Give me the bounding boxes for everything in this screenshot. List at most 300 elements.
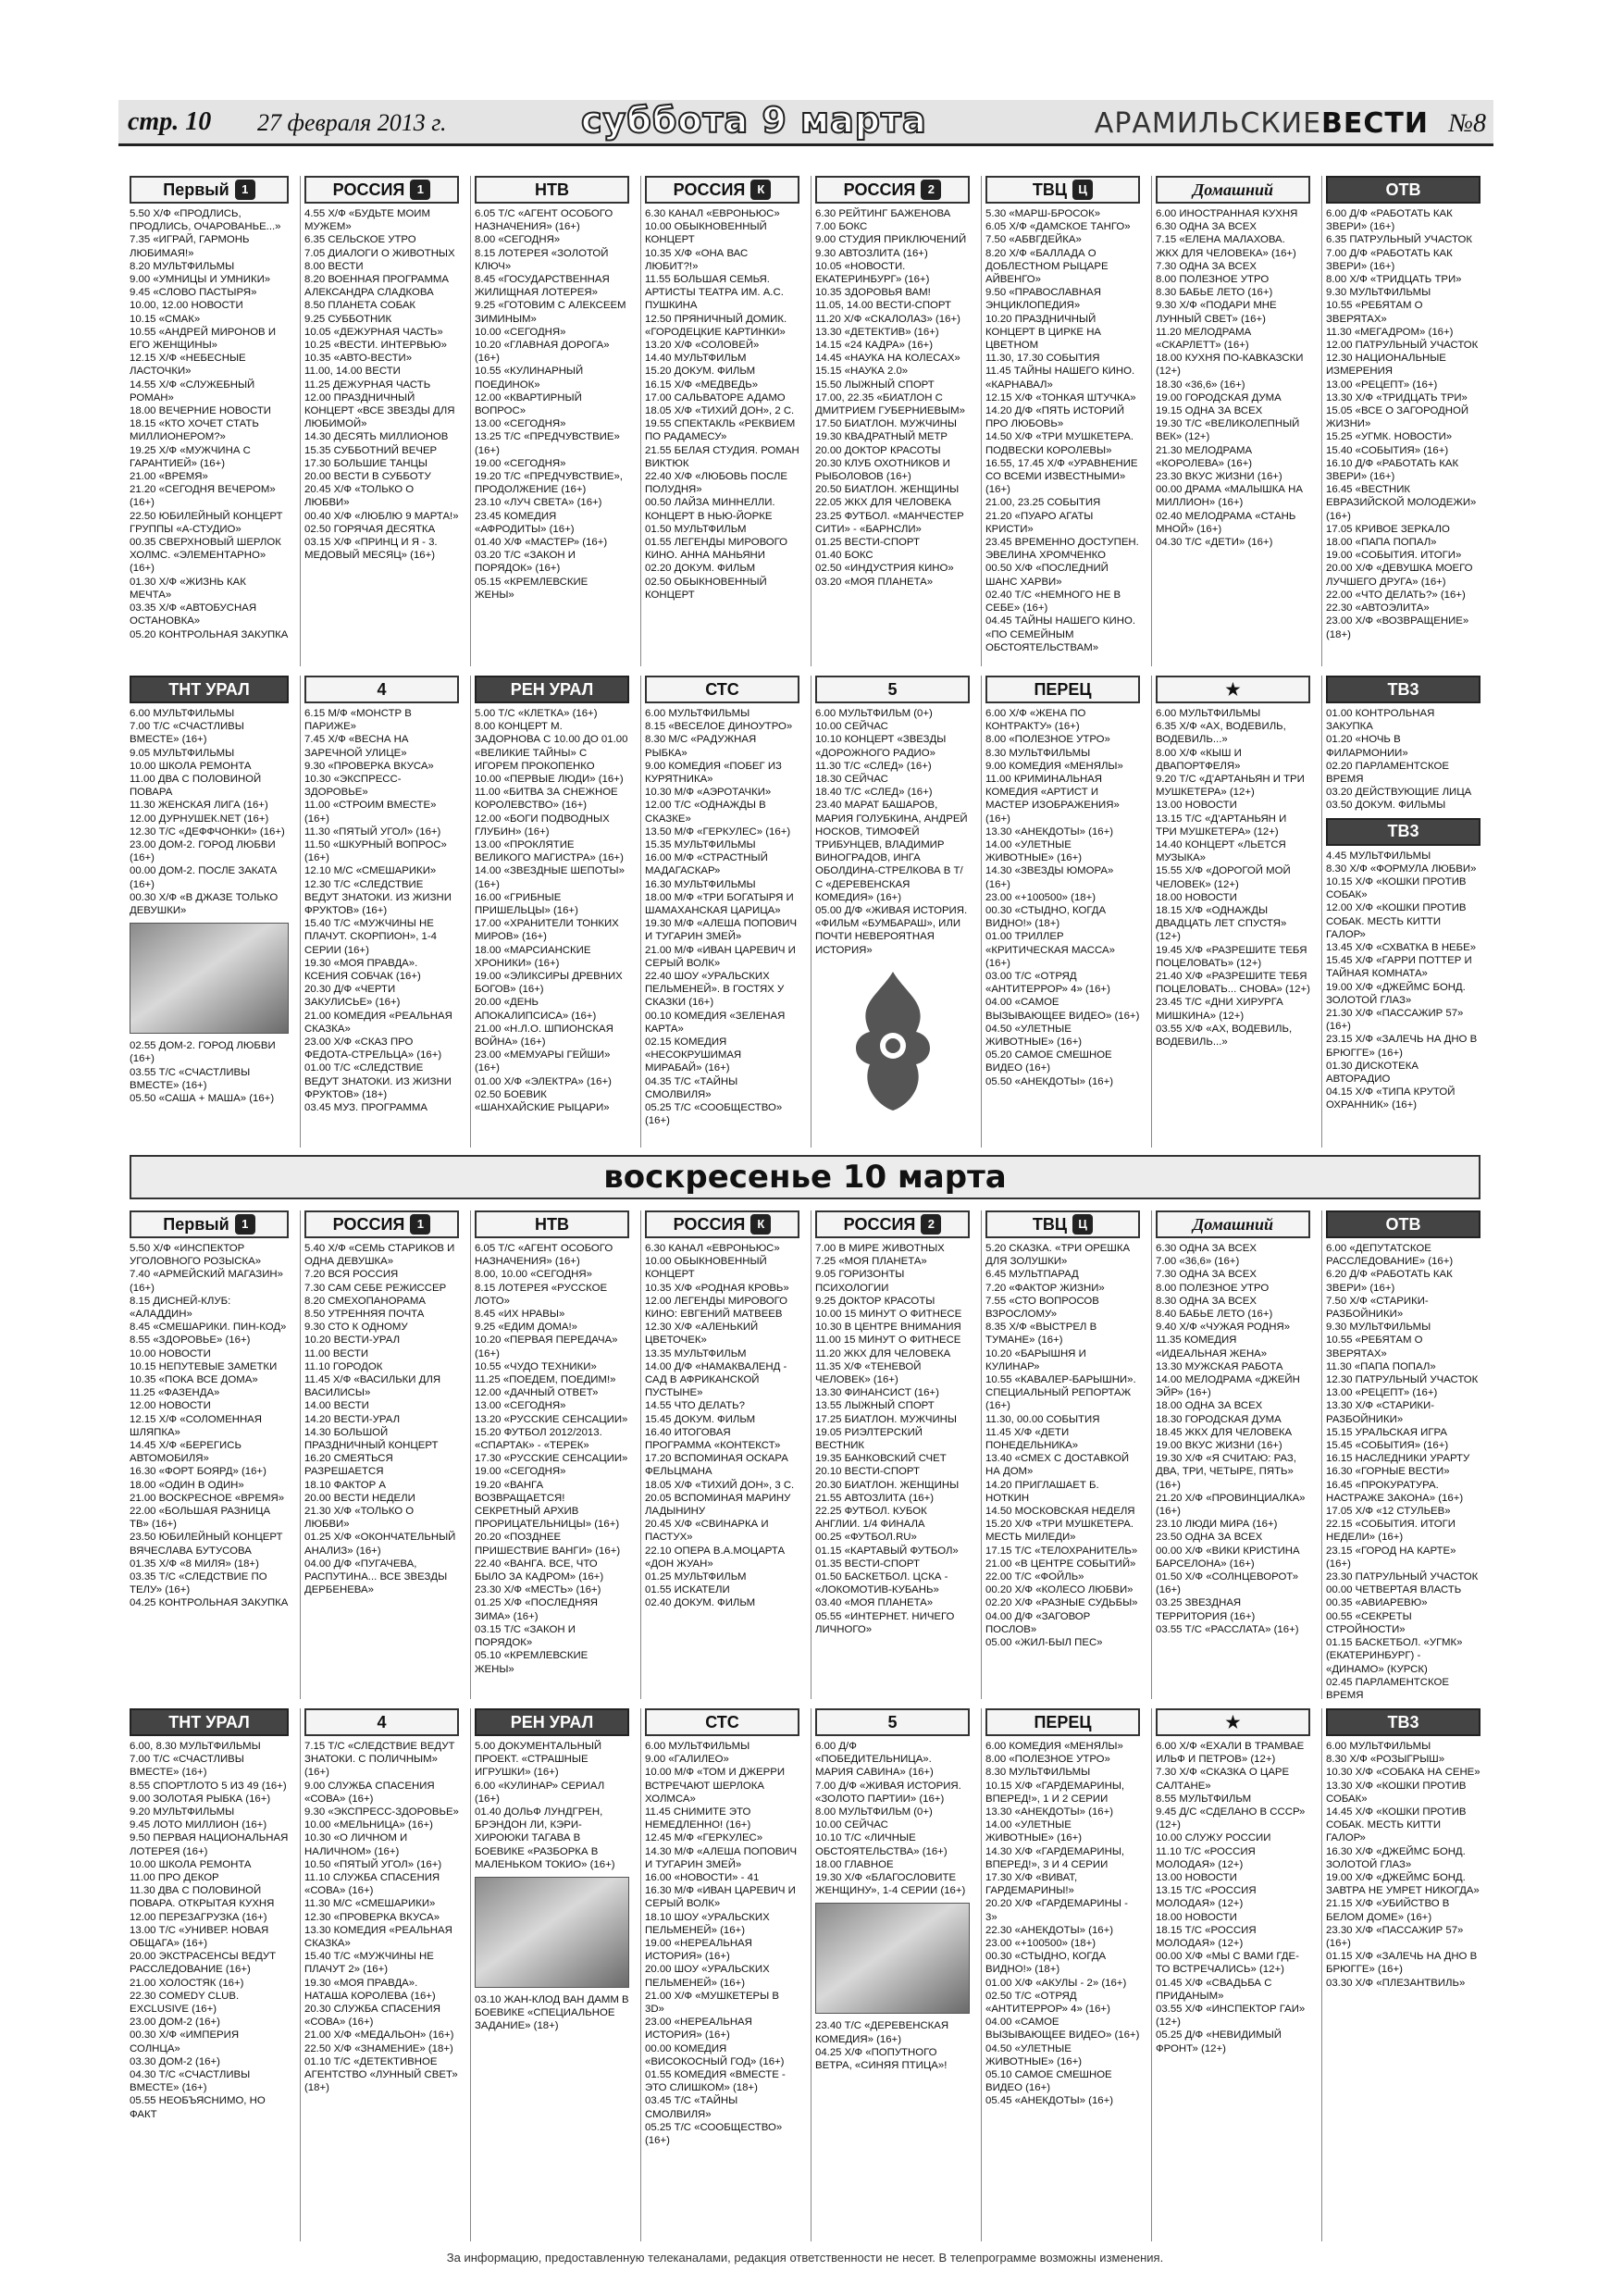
program-item: 04.00 «САМОЕ ВЫЗЫВАЮЩЕЕ ВИДЕО» (16+)	[985, 2017, 1140, 2042]
program-item: 03.45 МУЗ. ПРОГРАММА	[304, 1102, 427, 1114]
program-item: 19.35 БАНКОВСКИЙ СЧЕТ	[815, 1453, 947, 1465]
program-item: 6.30 ОДНА ЗА ВСЕХ	[1156, 221, 1257, 233]
program-item: 01.25 Х/Ф «ОКОНЧАТЕЛЬНЫЙ АНАЛИЗ» (16+)	[304, 1532, 456, 1557]
program-item: 18.00 ГЛАВНОЕ	[815, 1858, 894, 1870]
program-item: 18.00 «МАРСИАНСКИЕ ХРОНИКИ» (16+)	[475, 944, 591, 969]
program-item: 10.15 «СМАК»	[130, 313, 201, 325]
channel-name: СТС	[705, 679, 739, 699]
saturday-bottom-grid	[130, 676, 1481, 1148]
channel-column	[981, 1708, 1140, 2241]
program-item: 17.00, 22.35 «БИАТЛОН С ДМИТРИЕМ ГУБЕРНИЕВЫМ»	[815, 391, 965, 417]
program-item: 14.20 ВЕСТИ-УРАЛ	[304, 1413, 401, 1425]
program-item: 5.00 ДОКУМЕНТАЛЬНЫЙ ПРОЕКТ. «СТРАШНЫЕ ИГРУШКИ» (16+)	[475, 1741, 602, 1779]
program-item: 23.50 ОДНА ЗА ВСЕХ	[1156, 1532, 1263, 1544]
program-item: 6.00 МУЛЬТФИЛЬМЫ	[130, 708, 235, 719]
channel-column	[981, 676, 1140, 1148]
program-item: 19.00 Х/Ф «ДЖЕЙМС БОНД. ЗОЛОТОЙ ГЛАЗ»	[1326, 981, 1466, 1006]
program-item: 13.40 «СМЕХ С ДОСТАВКОЙ НА ДОМ»	[985, 1453, 1130, 1478]
program-item: 17.25 БИАТЛОН. МУЖЧИНЫ	[815, 1413, 957, 1425]
program-item: 9.45 «СЛОВО ПАСТЫРЯ»	[130, 287, 257, 299]
program-item: 17.00 «ХРАНИТЕЛИ ТОНКИХ МИРОВ» (16+)	[475, 918, 619, 943]
program-item: 9.00 КОМЕДИЯ «МЕНЯЛЫ»	[985, 760, 1123, 772]
program-item: 21.00 Х/Ф «МУШКЕТЕРЫ В 3D»	[645, 1990, 779, 2016]
program-item: 18.00 ВЕЧЕРНИЕ НОВОСТИ	[130, 405, 271, 417]
program-item: 01.00 ТРИЛЛЕР «КРИТИЧЕСКАЯ МАССА» (16+)	[985, 931, 1115, 969]
program-item: 7.35 «ИГРАЙ, ГАРМОНЬ ЛЮБИМАЯ!»	[130, 234, 250, 259]
program-item: 11.00 ПРО ДЕКОР	[130, 1872, 219, 1884]
program-item: 01.00 Х/Ф «АКУЛЫ - 2» (16+)	[985, 1977, 1127, 1989]
program-item: 19.20 Т/С «ПРЕДЧУВСТВИЕ», ПРОДОЛЖЕНИЕ (16+)	[475, 471, 623, 496]
program-item: 6.30 КАНАЛ «ЕВРОНЬЮС»	[645, 208, 780, 219]
program-item: 8.00 КОНЦЕРТ М. ЗАДОРНОВА С 10.00 ДО 01.00 «ВЕЛИКИЕ ТАЙНЫ» С ИГОРЕМ ПРОКОПЕНКО	[475, 721, 628, 772]
program-item: 21.00 ХОЛОСТЯК (16+)	[130, 1977, 244, 1989]
channel-column	[470, 1210, 629, 1699]
program-item: 7.30 Х/Ф «СКАЗКА О ЦАРЕ САЛТАНЕ»	[1156, 1767, 1290, 1792]
channel-column	[130, 676, 289, 1148]
program-item: 20.20 Х/Ф «ГАРДЕМАРИНЫ - 3»	[985, 1898, 1128, 1923]
program-item: 12.10 М/С «СМЕШАРИКИ»	[304, 865, 437, 877]
program-item: 8.30 Х/Ф «РОЗЫГРЫШ»	[1326, 1754, 1445, 1766]
program-item: 02.15 КОМЕДИЯ «НЕСОКРУШИМАЯ МИРАБАЙ» (16+)	[645, 1036, 742, 1074]
program-item: 12.15 Х/Ф «ТОНКАЯ ШТУЧКА»	[985, 391, 1136, 403]
program-item: 12.15 Х/Ф «НЕБЕСНЫЕ ЛАСТОЧКИ»	[130, 353, 246, 378]
program-item: 13.30 Х/Ф «СТАРИКИ-РАЗБОЙНИКИ»	[1326, 1400, 1435, 1425]
program-item: 21.00 КОМЕДИЯ «РЕАЛЬНАЯ СКАЗКА»	[304, 1010, 452, 1035]
program-item: 20.00 ДОКТОР КРАСОТЫ	[815, 444, 941, 456]
program-item: 00.00 КОМЕДИЯ «ВИСОКОСНЫЙ ГОД» (16+)	[645, 2042, 785, 2067]
program-item: 10.00 СЕЙЧАС	[815, 721, 888, 733]
program-item: 14.00 «УЛЕТНЫЕ ЖИВОТНЫЕ» (16+)	[985, 1819, 1083, 1844]
program-item: 5.50 Х/Ф «ИНСПЕКТОР УГОЛОВНОГО РОЗЫСКА»	[130, 1243, 262, 1268]
program-item: 01.15 Х/Ф «ЗАЛЕЧЬ НА ДНО В БРЮГГЕ» (16+)	[1326, 1951, 1478, 1976]
program-item: 6.35 Х/Ф «АХ, ВОДЕВИЛЬ, ВОДЕВИЛЬ...»	[1156, 721, 1286, 746]
program-item: 00.30 Х/Ф «В ДЖАЗЕ ТОЛЬКО ДЕВУШКИ»	[130, 891, 279, 917]
program-item: 01.10 Т/С «ДЕТЕКТИВНОЕ АГЕНТСТВО «ЛУННЫЙ СВЕТ» (18+)	[304, 2055, 458, 2094]
program-item: 02.20 ПАРЛАМЕНТСКОЕ ВРЕМЯ	[1326, 760, 1449, 786]
program-list	[1326, 850, 1481, 1112]
program-item: 19.15 ОДНА ЗА ВСЕХ	[1156, 405, 1263, 417]
program-item: 04.35 Т/С «ТАЙНЫ СМОЛВИЛЯ»	[645, 1075, 738, 1100]
program-item: 01.25 ВЕСТИ-СПОРТ	[815, 537, 920, 549]
program-item: 8.30 ОДНА ЗА ВСЕХ	[1156, 1295, 1257, 1307]
program-item: 8.00 Х/Ф «ТРИДЦАТЬ ТРИ»	[1326, 274, 1462, 286]
program-item: 16.30 М/Ф «ИВАН ЦАРЕВИЧ И СЕРЫЙ ВОЛК»	[645, 1885, 796, 1910]
program-item: 6.30 ОДНА ЗА ВСЕХ	[1156, 1243, 1257, 1254]
program-item: 9.25 «ГОТОВИМ С АЛЕКСЕЕМ ЗИМИНЫМ»	[475, 300, 626, 325]
program-item: 22.40 «ВАНГА. ВСЕ, ЧТО БЫЛО ЗА КАДРОМ» (16+)	[475, 1558, 604, 1583]
program-item: 13.20 «РУССКИЕ СЕНСАЦИИ»	[475, 1413, 628, 1425]
program-item: 03.15 Т/С «ЗАКОН И ПОРЯДОК»	[475, 1623, 576, 1649]
program-item: 05.00 Д/Ф «ЖИВАЯ ИСТОРИЯ. «ФИЛЬМ «БУМБАРАШ», ИЛИ ПОЧТИ НЕВЕРОЯТНАЯ ИСТОРИЯ»	[815, 905, 968, 956]
program-item: 13.00 «СЕГОДНЯ»	[475, 418, 566, 430]
channel-logo	[815, 1708, 970, 1736]
program-item: 11.20 Х/Ф «СКАЛОЛАЗ» (16+)	[815, 313, 960, 325]
program-item: 11.25 «ПОЕДЕМ, ПОЕДИМ!»	[475, 1374, 616, 1386]
channel-logo	[475, 1708, 629, 1736]
program-list	[475, 707, 629, 1114]
program-item: 03.30 Х/Ф «ПЛЕЗАНТВИЛЬ»	[1326, 1977, 1466, 1989]
program-item: 23.10 ЛЮДИ МИРА (16+)	[1156, 1519, 1278, 1531]
program-item: 9.30 «ПРОВЕРКА ВКУСА»	[304, 760, 434, 772]
program-item: 14.55 ЧТО ДЕЛАТЬ?	[645, 1400, 745, 1412]
program-item: 20.30 БИАТЛОН. ЖЕНЩИНЫ	[815, 1479, 960, 1491]
channel-logo	[130, 676, 289, 703]
program-item: 01.40 Х/Ф «МАСТЕР» (16+)	[475, 537, 608, 549]
program-item: 6.30 КАНАЛ «ЕВРОНЬЮС»	[645, 1243, 780, 1254]
program-item: 23.00 «+100500» (18+)	[985, 891, 1096, 903]
program-item: 19.00 «НЕРЕАЛЬНАЯ ИСТОРИЯ» (16+)	[645, 1938, 752, 1963]
program-item: 8.00 МУЛЬТФИЛЬМ (0+)	[815, 1806, 933, 1818]
program-item: 10.50 «ПЯТЫЙ УГОЛ» (16+)	[304, 1858, 442, 1870]
program-item: 7.00 БОКС	[815, 221, 868, 233]
program-item: 8.00 «ПОЛЕЗНОЕ УТРО»	[985, 734, 1110, 746]
channel-column	[1151, 1210, 1310, 1699]
program-item: 13.00 Т/С «УНИВЕР. НОВАЯ ОБЩАГА» (16+)	[130, 1924, 269, 1950]
day-title-sunday: воскресенье 10 марта	[130, 1155, 1481, 1199]
program-item: 12.45 М/Ф «ГЕРКУЛЕС»	[645, 1832, 763, 1844]
channel-column	[1321, 1708, 1481, 2241]
program-item: 9.25 СУББОТНИК	[304, 313, 392, 325]
channel-column	[811, 1210, 970, 1699]
program-item: 9.50 «ПРАВОСЛАВНАЯ ЭНЦИКЛОПЕДИЯ»	[985, 287, 1101, 312]
program-item: 18.00 НОВОСТИ	[1156, 1911, 1237, 1923]
program-item: 12.00 НОВОСТИ	[130, 1400, 211, 1412]
channel-logo	[815, 676, 970, 703]
program-item: 6.00 Д/Ф «ПОБЕДИТЕЛЬНИЦА». МАРИЯ САВИНА» (16+)	[815, 1741, 934, 1779]
program-item: 16.30 МУЛЬТФИЛЬМЫ	[645, 878, 756, 890]
program-item: 10.00 НОВОСТИ	[130, 1347, 211, 1359]
program-item: 11.45 Х/Ф «ДЕТИ ПОНЕДЕЛЬНИКА»	[985, 1426, 1079, 1452]
program-item: 10.30 «О ЛИЧНОМ И НАЛИЧНОМ» (16+)	[304, 1832, 408, 1857]
program-list	[1326, 1242, 1481, 1699]
program-list	[304, 707, 459, 1114]
program-item: 11.30 «ПАПА ПОПАЛ»	[1326, 1360, 1436, 1372]
saturday-top-grid	[130, 176, 1481, 666]
program-item: 8.00 ПОЛЕЗНОЕ УТРО	[1156, 1282, 1270, 1294]
channel-logo	[1156, 1210, 1310, 1238]
program-list	[645, 1242, 799, 1610]
program-item: 23.10 «ЛУЧ СВЕТА» (16+)	[475, 497, 602, 509]
program-item: 05.10 «КРЕМЛЕВСКИЕ ЖЕНЫ»	[475, 1650, 588, 1675]
channel-logo	[130, 176, 289, 204]
channel-name: РОССИЯ	[673, 180, 746, 199]
program-item: 8.20 ВОЕННАЯ ПРОГРАММА АЛЕКСАНДРА СЛАДКОВА	[304, 274, 450, 299]
promo-photo	[815, 1903, 970, 2014]
program-item: 00.25 «ФУТБОЛ.RU»	[815, 1532, 917, 1544]
program-item: 13.35 МУЛЬТФИЛЬМ	[645, 1347, 747, 1359]
program-item: 02.45 ПАРЛАМЕНТСКОЕ ВРЕМЯ	[1326, 1676, 1449, 1699]
program-item: 01.25 МУЛЬТФИЛЬМ	[645, 1571, 747, 1583]
program-item: 23.45 КОМЕДИЯ «АФРОДИТЫ» (16+)	[475, 510, 575, 535]
channel-logo	[1326, 1708, 1481, 1736]
program-item: 00.30 «СТЫДНО, КОГДА ВИДНО!» (18+)	[985, 1951, 1107, 1976]
program-item: 12.15 Х/Ф «СОЛОМЕННАЯ ШЛЯПКА»	[130, 1413, 262, 1438]
program-item: 21.00 «ВРЕМЯ»	[130, 471, 208, 483]
program-item: 01.25 Х/Ф «ПОСЛЕДНЯЯ ЗИМА» (16+)	[475, 1597, 598, 1622]
channel-logo	[475, 676, 629, 703]
program-item: 10.55 «ЧУДО ТЕХНИКИ»	[475, 1360, 597, 1372]
channel-name: Первый	[163, 180, 229, 199]
program-item: 21.55 АВТОЗЛИТА (16+)	[815, 1492, 935, 1504]
program-list	[130, 207, 289, 641]
program-item: 16.30 «ГОРНЫЕ ВЕСТИ»	[1326, 1466, 1450, 1478]
channel-column	[130, 176, 289, 666]
program-item: 05.50 «АНЕКДОТЫ» (16+)	[985, 1075, 1114, 1087]
program-item: 11.00 15 МИНУТ О ФИТНЕСЕ	[815, 1334, 961, 1347]
program-item: 6.00 МУЛЬТФИЛЬМ (0+)	[815, 708, 933, 719]
channel-column	[130, 1210, 289, 1699]
channel-column	[300, 176, 459, 666]
program-item: 8.55 «ЗДОРОВЬЕ» (16+)	[130, 1334, 251, 1347]
program-item: 7.45 Х/Ф «ВЕСНА НА ЗАРЕЧНОЙ УЛИЦЕ»	[304, 734, 409, 759]
program-item: 6.45 МУЛЬТПАРАД	[985, 1269, 1079, 1281]
program-item: 6.00 МУЛЬТФИЛЬМЫ	[645, 1741, 750, 1752]
program-list	[130, 1039, 289, 1105]
channel-column	[1321, 1210, 1481, 1699]
program-item: 01.55 ИСКАТЕЛИ	[645, 1584, 730, 1596]
program-item: 11.30 ЖЕНСКАЯ ЛИГА (16+)	[130, 800, 268, 812]
program-item: 9.20 Т/С «Д'АРТАНЬЯН И ТРИ МУШКЕТЕРА» (12+)	[1156, 774, 1305, 799]
program-item: 04.00 Д/Ф «ЗАГОВОР ПОСЛОВ»	[985, 1610, 1091, 1635]
program-item: 15.05 «ВСЕ О ЗАГОРОДНОЙ ЖИЗНИ»	[1326, 405, 1469, 430]
program-item: 05.55 «ИНТЕРНЕТ. НИЧЕГО ЛИЧНОГО»	[815, 1610, 955, 1635]
program-item: 11.00 ВЕСТИ	[304, 1347, 369, 1359]
program-item: 10.00 15 МИНУТ О ФИТНЕСЕ	[815, 1309, 962, 1321]
channel-name: РОССИЯ	[843, 1214, 916, 1234]
program-item: 8.15 «ВЕСЕЛОЕ ДИНОУТРО»	[645, 721, 793, 733]
program-item: 15.40 Т/С «МУЖЧИНЫ НЕ ПЛАЧУТ 2» (16+)	[304, 1951, 434, 1976]
newspaper-name-light: АРАМИЛЬСКИЕ	[1094, 107, 1322, 140]
program-item: 7.00 Т/С «СЧАСТЛИВЫ ВМЕСТЕ» (16+)	[130, 721, 244, 746]
program-list	[1326, 207, 1481, 641]
program-item: 23.25 ФУТБОЛ. «МАНЧЕСТЕР СИТИ» - «БАРНСЛИ»	[815, 510, 964, 535]
channel-name: НТВ	[535, 180, 569, 199]
program-item: 03.55 Х/Ф «АХ, ВОДЕВИЛЬ, ВОДЕВИЛЬ...»	[1156, 1023, 1293, 1049]
program-item: 16.30 Х/Ф «ДЖЕЙМС БОНД. ЗОЛОТОЙ ГЛАЗ»	[1326, 1845, 1466, 1870]
program-item: 22.25 ФУТБОЛ. КУБОК АНГЛИИ. 1/4 ФИНАЛА	[815, 1506, 927, 1531]
program-item: 18.00 «ОДИН В ОДИН»	[130, 1479, 244, 1491]
channel-mark: Ц	[1072, 180, 1093, 200]
program-item: 19.20 «ВАНГА ВОЗВРАЩАЕТСЯ! СЕКРЕТНЫЙ АРХИВ ПРОРИЦАТЕЛЬНИЦЫ» (16+)	[475, 1479, 620, 1531]
program-item: 13.00 «ПРОКЛЯТИЕ ВЕЛИКОГО МАГИСТРА» (16+)	[475, 839, 624, 864]
program-item: 10.35 «АВТО-ВЕСТИ»	[304, 353, 413, 365]
program-item: 6.00 Х/Ф «ЖЕНА ПО КОНТРАКТУ» (16+)	[985, 708, 1086, 733]
program-item: 9.30 МУЛЬТФИЛЬМЫ	[1326, 287, 1431, 299]
channel-logo	[1326, 1210, 1481, 1238]
program-item: 23.00 «НЕРЕАЛЬНАЯ ИСТОРИЯ» (16+)	[645, 2017, 752, 2042]
program-item: 01.55 КОМЕДИЯ «ВМЕСТЕ - ЭТО СЛИШКОМ» (18+)	[645, 2069, 786, 2094]
program-item: 10.00 ОБЫКНОВЕННЫЙ КОНЦЕРТ	[645, 1256, 767, 1281]
program-item: 8.20 СМЕХОПАНОРАМА	[304, 1295, 426, 1307]
program-item: 05.25 Д/Ф «НЕВИДИМЫЙ ФРОНТ» (12+)	[1156, 2029, 1282, 2054]
channel-logo	[815, 1210, 970, 1238]
program-item: 6.00 Д/Ф «РАБОТАТЬ КАК ЗВЕРИ» (16+)	[1326, 208, 1453, 233]
program-list	[1156, 707, 1310, 1049]
program-item: 11.45 Х/Ф «ВАСИЛЬКИ ДЛЯ ВАСИЛИСЫ»	[304, 1374, 441, 1399]
program-item: 16.10 Д/Ф «РАБОТАТЬ КАК ЗВЕРИ» (16+)	[1326, 457, 1459, 483]
program-item: 18.40 Т/С «СЛЕД» (16+)	[815, 787, 933, 799]
channel-name: ПЕРЕЦ	[1034, 679, 1092, 699]
program-item: 10.15 Х/Ф «КОШКИ ПРОТИВ СОБАК»	[1326, 876, 1467, 901]
program-item: 04.50 «УЛЕТНЫЕ ЖИВОТНЫЕ» (16+)	[985, 2042, 1083, 2067]
program-item: 8.40 БАБЬЕ ЛЕТО (16+)	[1156, 1309, 1273, 1321]
program-item: 11.30 «МЕГАДРОМ» (16+)	[1326, 326, 1454, 338]
program-item: 19.05 РИЭЛТЕРСКИЙ ВЕСТНИК	[815, 1426, 923, 1452]
program-item: 9.00 «ГАЛИЛЕО»	[645, 1754, 729, 1766]
program-item: 03.50 ДОКУМ. ФИЛЬМЫ	[1326, 800, 1446, 812]
program-item: 13.45 Х/Ф «СХВАТКА В НЕБЕ»	[1326, 942, 1477, 954]
channel-name: ТВЦ	[1032, 1214, 1068, 1234]
program-list	[475, 1242, 629, 1676]
program-item: 8.50 ПЛАНЕТА СОБАК	[304, 300, 416, 312]
program-item: 01.50 Х/Ф «СОЛНЦЕВОРОТ» (16+)	[1156, 1571, 1299, 1596]
program-item: 18.10 ФАКТОР А	[304, 1479, 386, 1491]
program-item: 10.20 «БАРЫШНЯ И КУЛИНАР»	[985, 1347, 1086, 1372]
program-item: 04.15 Х/Ф «ТИПА КРУТОЙ ОХРАННИК» (16+)	[1326, 1086, 1456, 1111]
program-item: 8.00, 10.00 «СЕГОДНЯ»	[475, 1269, 592, 1281]
program-item: 15.45 ДОКУМ. ФИЛЬМ	[645, 1413, 756, 1425]
program-item: 15.35 СУББОТНИЙ ВЕЧЕР	[304, 444, 438, 456]
channel-name: ТНТ УРАЛ	[168, 1712, 250, 1731]
issue-date: 27 февраля 2013 г.	[257, 109, 447, 136]
program-item: 17.20 ВСПОМИНАЯ ОСКАРА ФЕЛЬЦМАНА	[645, 1453, 788, 1478]
program-list	[1156, 207, 1310, 549]
program-item: 18.00 НОВОСТИ	[1156, 891, 1237, 903]
program-item: 14.30 «ЗВЕЗДЫ ЮМОРА» (16+)	[985, 865, 1114, 890]
program-item: 10.35 Х/Ф «ОНА ВАС ЛЮБИТ?!»	[645, 247, 749, 272]
program-item: 18.30 ГОРОДСКАЯ ДУМА	[1156, 1413, 1282, 1425]
program-item: 23.00 «МЕМУАРЫ ГЕЙШИ» (16+)	[475, 1049, 611, 1074]
program-item: 22.00 Т/С «ФОЙЛЬ»	[985, 1571, 1084, 1583]
program-list	[475, 1993, 629, 2033]
program-item: 22.50 Х/Ф «ЗНАМЕНИЕ» (18+)	[304, 2042, 453, 2054]
page-header	[118, 100, 1493, 146]
program-item: 01.15 БАСКЕТБОЛ. «УГМК» (ЕКАТЕРИНБУРГ) - «ДИНАМО» (КУРСК)	[1326, 1637, 1463, 1675]
program-item: 17.30 БОЛЬШИЕ ТАНЦЫ	[304, 457, 427, 469]
program-item: 23.40 МАРАТ БАШАРОВ, МАРИЯ ГОЛУБКИНА, АНДРЕЙ НОСКОВ, ТИМОФЕЙ ТРИБУНЦЕВ, ВЛАДИМИР ВИНОГРАДОВ, ИНГА ОБОЛДИНА-СТРЕЛКОВА В Т/С «ДЕРЕВЕНСКАЯ КОМЕДИЯ» (16+)	[815, 800, 968, 903]
program-item: 14.15 «24 КАДРА» (16+)	[815, 340, 934, 352]
day-title-saturday: суббота 9 марта	[581, 100, 927, 141]
program-item: 11.50 «ШКУРНЫЙ ВОПРОС» (16+)	[304, 839, 447, 864]
program-item: 20.10 ВЕСТИ-СПОРТ	[815, 1466, 920, 1478]
program-list	[304, 1242, 459, 1596]
program-item: 04.30 Т/С «ДЕТИ» (16+)	[1156, 537, 1273, 549]
program-item: 01.40 ДОЛЬФ ЛУНДГРЕН, БРЭНДОН ЛИ, КЭРИ-ХИРОЮКИ ТАГАВА В БОЕВИКЕ «РАЗБОРКА В МАЛЕНЬКОМ ТОКИО» (16+)	[475, 1806, 615, 1870]
program-item: 11.30 М/С «СМЕШАРИКИ»	[304, 1898, 436, 1910]
program-item: 21.00 «Н.Л.О. ШПИОНСКАЯ ВОЙНА» (16+)	[475, 1023, 613, 1049]
program-item: 21.00 ВОСКРЕСНОЕ «ВРЕМЯ»	[130, 1492, 285, 1504]
program-item: 9.00 «УМНИЦЫ И УМНИКИ»	[130, 274, 271, 286]
program-item: 5.20 СКАЗКА. «ТРИ ОРЕШКА ДЛЯ ЗОЛУШКИ»	[985, 1243, 1131, 1268]
program-item: 14.00 «УЛЕТНЫЕ ЖИВОТНЫЕ» (16+)	[985, 839, 1083, 864]
channel-column	[1151, 676, 1310, 1148]
channel-mark: 2	[921, 1214, 941, 1235]
program-item: 11.10 ГОРОДОК	[304, 1360, 383, 1372]
channel-column	[1321, 676, 1481, 1148]
program-item: 11.05, 14.00 ВЕСТИ-СПОРТ	[815, 300, 951, 312]
program-item: 03.25 ЗВЕЗДНАЯ ТЕРРИТОРИЯ (16+)	[1156, 1597, 1256, 1622]
program-item: 15.15 «НАУКА 2.0»	[815, 366, 909, 378]
program-item: 18.15 Т/С «РОССИЯ МОЛОДАЯ» (12+)	[1156, 1924, 1257, 1950]
program-item: 13.30 Х/Ф «КОШКИ ПРОТИВ СОБАК»	[1326, 1780, 1467, 1805]
program-item: 21.20 «СЕГОДНЯ ВЕЧЕРОМ» (16+)	[130, 484, 276, 509]
program-item: 13.00 «РЕЦЕПТ» (16+)	[1326, 379, 1438, 391]
issue-number: №8	[1448, 109, 1486, 138]
program-item: 7.00 Д/Ф «ЖИВАЯ ИСТОРИЯ. «ЗОЛОТО ПАРТИИ» (16+)	[815, 1780, 961, 1805]
program-item: 8.45 «СМЕШАРИКИ. ПИН-КОД»	[130, 1322, 287, 1334]
program-item: 02.40 Т/С «НЕМНОГО НЕ В СЕБЕ» (16+)	[985, 589, 1121, 614]
program-item: 8.15 ДИСНЕЙ-КЛУБ: «АЛАДДИН»	[130, 1295, 231, 1321]
channel-logo	[1326, 676, 1481, 703]
program-item: 8.50 УТРЕННЯЯ ПОЧТА	[304, 1309, 425, 1321]
program-item: 17.00 САЛЬВАТОРЕ АДАМО	[645, 391, 786, 403]
program-item: 21.55 БЕЛАЯ СТУДИЯ. РОМАН ВИКТЮК	[645, 444, 799, 469]
channel-mark: Ц	[1072, 1214, 1093, 1235]
channel-logo	[985, 1708, 1140, 1736]
channel-logo	[815, 176, 970, 204]
program-item: 00.35 «АВИАРЕВЮ»	[1326, 1597, 1428, 1609]
program-item: 11.35 Х/Ф «ТЕНЕВОЙ ЧЕЛОВЕК» (16+)	[815, 1360, 922, 1386]
channel-logo	[645, 1708, 799, 1736]
channel-logo	[475, 1210, 629, 1238]
channel-name: ПЕРЕЦ	[1034, 1712, 1092, 1731]
channel-name: ТВ3	[1387, 822, 1419, 841]
channel-mark: 1	[235, 180, 255, 200]
program-item: 16.15 НАСЛЕДНИКИ УРАРТУ	[1326, 1453, 1470, 1465]
program-item: 04.00 «САМОЕ ВЫЗЫВАЮЩЕЕ ВИДЕО» (16+)	[985, 997, 1140, 1022]
program-item: 18.05 Х/Ф «ТИХИЙ ДОН», 2 С.	[645, 405, 795, 417]
program-item: 23.15 Х/Ф «ЗАЛЕЧЬ НА ДНО В БРЮГГЕ» (16+)	[1326, 1034, 1478, 1059]
program-list	[475, 207, 629, 602]
channel-logo	[1156, 1708, 1310, 1736]
program-item: 8.55 МУЛЬТФИЛЬМ	[1156, 1793, 1252, 1805]
program-item: 04.50 «УЛЕТНЫЕ ЖИВОТНЫЕ» (16+)	[985, 1023, 1083, 1049]
program-item: 18.15 «КТО ХОЧЕТ СТАТЬ МИЛЛИОНЕРОМ?»	[130, 418, 259, 443]
program-list	[985, 1740, 1140, 2108]
program-item: 15.20 ДОКУМ. ФИЛЬМ	[645, 366, 756, 378]
program-item: 6.00 Х/Ф «ЕХАЛИ В ТРАМВАЕ ИЛЬФ И ПЕТРОВ» (12+)	[1156, 1741, 1305, 1766]
program-item: 13.55 ЛЫЖНЫЙ СПОРТ	[815, 1400, 935, 1412]
program-item: 12.30 НАЦИОНАЛЬНЫЕ ИЗМЕРЕНИЯ	[1326, 353, 1446, 378]
program-item: 14.45 Х/Ф «КОШКИ ПРОТИВ СОБАК. МЕСТЬ КИТТИ ГАЛОР»	[1326, 1806, 1467, 1844]
program-item: 10.10 КОНЦЕРТ «ЗВЕЗДЫ «ДОРОЖНОГО РАДИО»	[815, 734, 947, 759]
program-item: 15.45 Х/Ф «ГАРРИ ПОТТЕР И ТАЙНАЯ КОМНАТА»	[1326, 955, 1472, 980]
program-item: 7.00 Д/Ф «РАБОТАТЬ КАК ЗВЕРИ» (16+)	[1326, 247, 1453, 272]
program-item: 23.00 Х/Ф «СКАЗ ПРО ФЕДОТА-СТРЕЛЬЦА» (16+)	[304, 1036, 442, 1061]
program-item: 6.05 Х/Ф «ДАМСКОЕ ТАНГО»	[985, 221, 1131, 233]
program-item: 22.00 «БОЛЬШАЯ РАЗНИЦА ТВ» (16+)	[130, 1506, 271, 1531]
program-list	[985, 707, 1140, 1088]
program-item: 13.15 Т/С «Д'АРТАНЬЯН И ТРИ МУШКЕТЕРА» (12+)	[1156, 813, 1287, 838]
channel-name: 5	[887, 1712, 898, 1731]
program-item: 10.00 «МЕЛЬНИЦА» (16+)	[304, 1819, 433, 1831]
program-item: 14.40 КОНЦЕРТ «ЛЬЕТСЯ МУЗЫКА»	[1156, 839, 1286, 864]
program-item: 9.30 АВТОЗЛИТА (16+)	[815, 247, 928, 259]
program-item: 11.45 ТАЙНЫ НАШЕГО КИНО. «КАРНАВАЛ»	[985, 366, 1135, 391]
program-item: 6.30 РЕЙТИНГ БАЖЕНОВА	[815, 208, 951, 219]
program-item: 10.00 «СЕГОДНЯ»	[475, 326, 566, 338]
program-item: 20.45 Х/Ф «ТОЛЬКО О ЛЮБВИ»	[304, 484, 415, 509]
channel-column	[811, 176, 970, 666]
program-item: 12.00 «ДАЧНЫЙ ОТВЕТ»	[475, 1387, 599, 1399]
program-item: 04.25 Х/Ф «ПОПУТНОГО ВЕТРА, «СИНЯЯ ПТИЦА»!	[815, 2046, 948, 2072]
program-item: 9.00 СЛУЖБА СПАСЕНИЯ «СОВА» (16+)	[304, 1780, 435, 1805]
program-item: 17.05 Х/Ф «12 СТУЛЬЕВ»	[1326, 1506, 1451, 1518]
program-item: 21.20 Х/Ф «ПРОВИНЦИАЛКА» (16+)	[1156, 1492, 1306, 1518]
channel-column	[300, 1210, 459, 1699]
program-item: 11.00 «СТРОИМ ВМЕСТЕ» (16+)	[304, 800, 437, 825]
program-list	[815, 707, 970, 957]
